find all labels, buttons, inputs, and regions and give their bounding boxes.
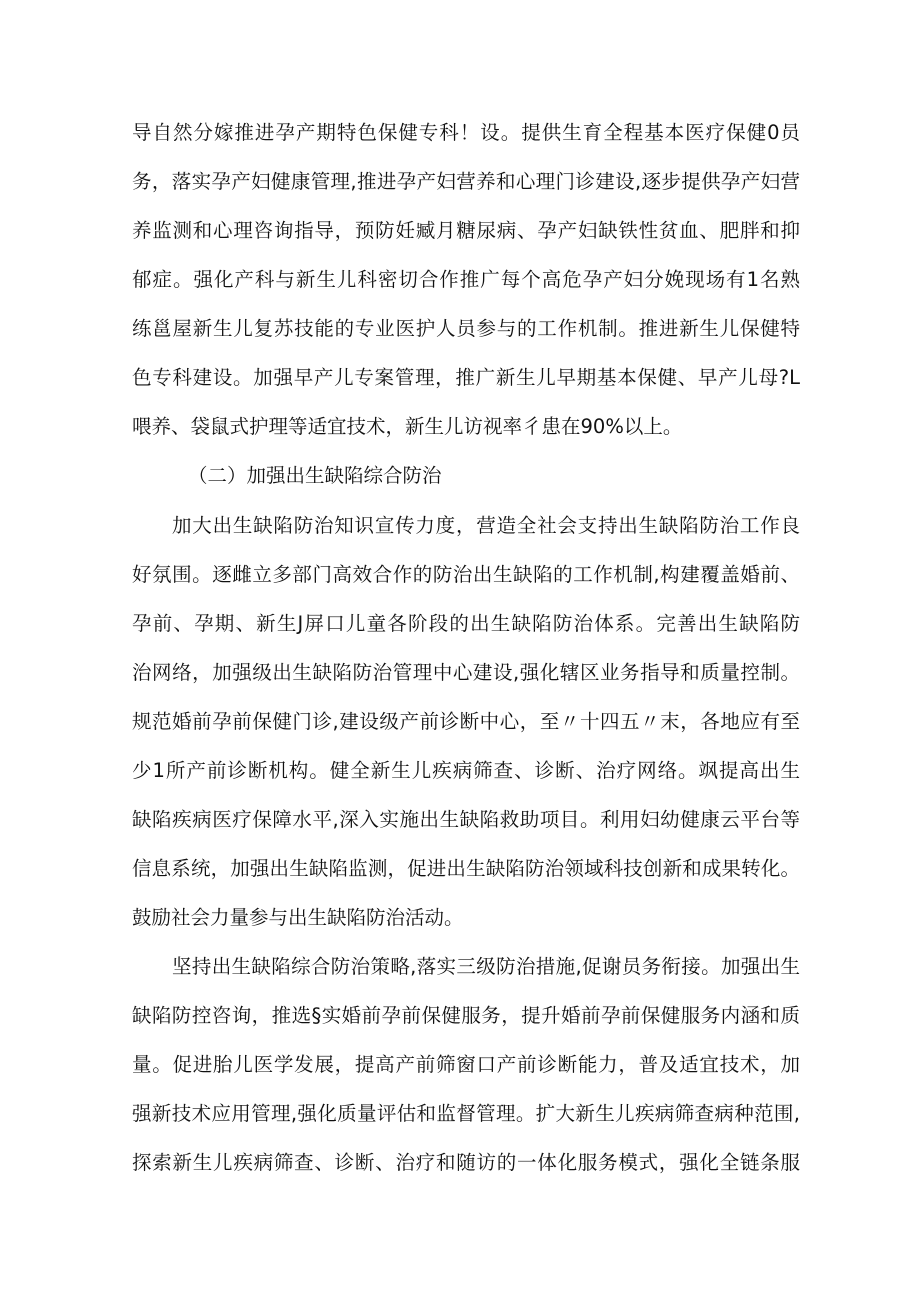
paragraph-1-line-1: 导自然分嫁推进孕产期特色保健专科！设。提供生育全程基本医疗保健0员	[132, 121, 800, 144]
paragraph-1-line-2: 务，落实孕产妇健康管理,推进孕产妇营养和心理门诊建设,逐步提供孕产妇营	[132, 170, 800, 193]
paragraph-2-line-5: 规范婚前孕前保健门诊,建设级产前诊断中心，至〃十四五〃末，各地应有至	[132, 710, 800, 733]
paragraph-1-line-3: 养监测和心理咨询指导，预防妊臧月糖尿病、孕产妇缺铁性贫血、肥胖和抑	[132, 219, 800, 242]
section-heading: （二）加强出生缺陷综合防治	[188, 464, 442, 487]
paragraph-2-line-6: 少1所产前诊断机构。健全新生儿疾病筛查、诊断、治疗网络。飒提高出生	[132, 759, 800, 782]
paragraph-2-line-4: 治网络，加强级出生缺陷防治管理中心建设,强化辖区业务指导和质量控制。	[132, 661, 800, 684]
paragraph-3-line-1: 坚持出生缺陷综合防治策略,落实三级防治措施,促谢员务衔接。加强出生	[172, 955, 800, 978]
paragraph-1-line-6: 色专科建设。加强早产儿专案管理，推广新生儿早期基本保健、早产儿母?L	[132, 366, 800, 389]
paragraph-3-line-4: 强新技术应用管理,强化质量评估和监督管理。扩大新生儿疾病筛查病种范围,	[132, 1102, 800, 1125]
paragraph-3-line-5: 探索新生儿疾病筛查、诊断、治疗和随访的一体化服务模式，强化全链条服	[132, 1151, 800, 1174]
paragraph-2-line-3: 孕前、孕期、新生J屏口儿童各阶段的出生缺陷防治体系。完善出生缺陷防	[132, 612, 800, 635]
paragraph-2-line-9: 鼓励社会力量参与出生缺陷防治活动。	[132, 906, 464, 929]
paragraph-2-line-1: 加大出生缺陷防治知识宣传力度，营造全社会支持出生缺陷防治工作良	[172, 514, 800, 537]
paragraph-1-line-4: 郁症。强化产科与新生儿科密切合作推广每个高危孕产妇分娩现场有1名熟	[132, 268, 800, 291]
paragraph-1-line-5: 练邕屋新生儿复苏技能的专业医护人员参与的工作机制。推进新生儿保健特	[132, 317, 800, 340]
paragraph-2-line-7: 缺陷疾病医疗保障水平,深入实施出生缺陷救助项目。利用妇幼健康云平台等	[132, 808, 800, 831]
paragraph-3-line-2: 缺陷防控咨询，推选§实婚前孕前保健服务，提升婚前孕前保健服务内涵和质	[132, 1004, 800, 1027]
paragraph-3-line-3: 量。促进胎儿医学发展，提高产前筛窗口产前诊断能力，普及适宜技术，加	[132, 1053, 800, 1076]
paragraph-1-line-7: 喂养、袋鼠式护理等适宜技术，新生儿访视率彳患在90%以上。	[132, 415, 683, 438]
paragraph-2-line-2: 好氛围。逐雌立多部门高效合作的防治出生缺陷的工作机制,构建覆盖婚前、	[132, 563, 800, 586]
paragraph-2-line-8: 信息系统，加强出生缺陷监测，促进出生缺陷防治领域科技创新和成果转化。	[132, 857, 800, 880]
